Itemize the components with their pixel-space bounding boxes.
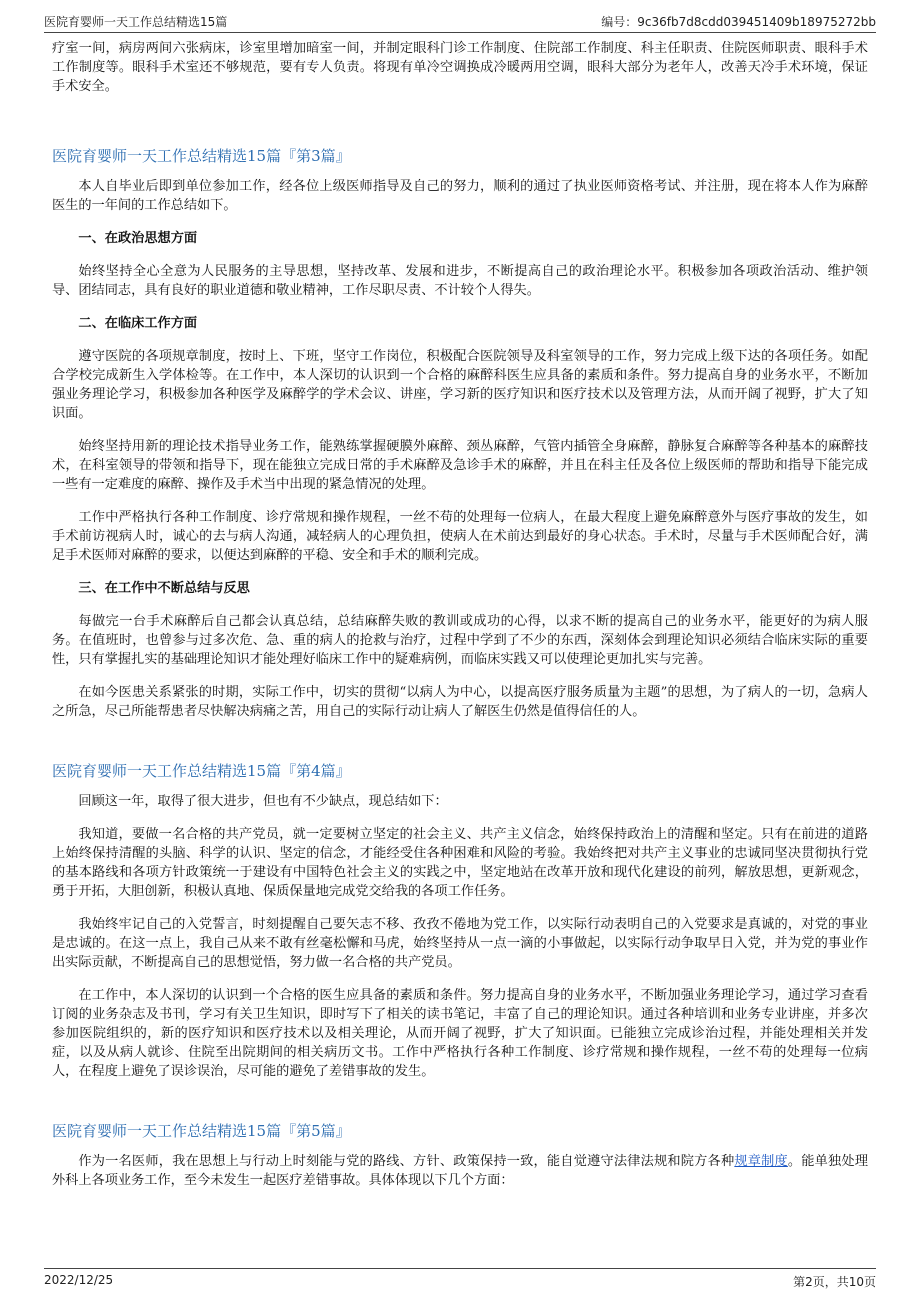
section-5-text-before: 作为一名医师，我在思想上与行动上时刻能与党的路线、方针、政策保持一致，能自觉遵守法律法规和院方各种 bbox=[78, 1154, 735, 1169]
section-4-paragraph: 回顾这一年，取得了很大进步，但也有不少缺点，现总结如下： bbox=[78, 794, 448, 809]
section-3-paragraph: 每做完一台手术麻醉后自己都会认真总结，总结麻醉失败的教训或成功的心得，以求不断的提高自己的业务水平，能更好的为病人服务。在值班时，也曾参与过多次危、急、重的病人的抢救与治疗，过程中学到了不少的东西，深刻体会到理论知识必须结合临床实际的重要性，只有掌握扎实的基础理论知识才能处理好临床工作中的疑难病例，而临床实践又可以使理论更加扎实与完善。 bbox=[52, 614, 868, 667]
section-3-paragraph: 在如今医患关系紧张的时期，实际工作中，切实的贯彻“以病人为中心，以提高医疗服务质量为主题”的思想，为了病人的一切，急病人之所急，尽己所能帮患者尽快解决病痛之苦，用自己的实际行动让病人了解医生仍然是值得信任的人。 bbox=[52, 685, 868, 719]
header-doc-title: 医院育婴师一天工作总结精选15篇 bbox=[44, 15, 228, 29]
section-5-text-after: 。能单独处理外科上各项业务工作，至今未发生一起医疗差错事故。具体体现以下几个方面： bbox=[52, 1154, 869, 1188]
section-5-paragraph bbox=[52, 1152, 868, 1190]
footer-page-number: 第2页，共10页 bbox=[793, 1275, 876, 1289]
section-3-heading-reflection: 三、在工作中不断总结与反思 bbox=[78, 581, 250, 596]
footer-date: 2022/12/25 bbox=[44, 1273, 114, 1287]
rules-regulations-link[interactable]: 规章制度 bbox=[734, 1154, 788, 1169]
section-4-title: 医院育婴师一天工作总结精选15篇『第4篇』 bbox=[52, 762, 351, 780]
header-doc-id: 编号：9c36fb7d8cdd039451409b18975272bb bbox=[601, 15, 876, 29]
section-3-paragraph: 本人自毕业后即到单位参加工作，经各位上级医师指导及自己的努力，顺利的通过了执业医师资格考试、并注册，现在将本人作为麻醉医生的一年间的工作总结如下。 bbox=[52, 179, 868, 213]
section-4-paragraph: 在工作中，本人深切的认识到一个合格的医生应具备的素质和条件。努力提高自身的业务水平，不断加强业务理论学习，通过学习查看订阅的业务杂志及书刊，学习有关卫生知识，即时写下了相关的读书笔记，丰富了自己的理论知识。通过各种培训和业务专业讲座，并多次参加医院组织的，新的医疗知识和医疗技术以及相关理论，从而开阔了视野，扩大了知识面。已能独立完成诊治过程，并能处理相关并发症，以及从病人就诊、住院至出院期间的相关病历文书。工作中严格执行各种工作制度、诊疗常规和操作规程，一丝不苟的处理每一位病人，在程度上避免了误诊误治，尽可能的避免了差错事故的发生。 bbox=[52, 988, 868, 1079]
intro-paragraph: 疗室一间，病房两间六张病床，诊室里增加暗室一间，并制定眼科门诊工作制度、住院部工作制度、科主任职责、住院医师职责、眼科手术工作制度等。眼科手术室还不够规范，要有专人负责。将现有单冷空调换成冷暖两用空调，眼科大部分为老年人，改善天冷手术环境，保证手术安全。 bbox=[52, 41, 868, 94]
section-3-heading-politics: 一、在政治思想方面 bbox=[78, 231, 198, 246]
section-3-paragraph: 遵守医院的各项规章制度，按时上、下班，坚守工作岗位，积极配合医院领导及科室领导的工作，努力完成上级下达的各项任务。如配合学校完成新生入学体检等。在工作中，本人深切的认识到一个合格的麻醉科医生应具备的素质和条件。努力提高自身的业务水平，不断加强业务理论学习，积极参加各种医学及麻醉学的学术会议、讲座，学习新的医疗知识和医疗技术以及管理方法，从而开阔了视野，扩大了知识面。 bbox=[52, 349, 868, 421]
document-body bbox=[52, 38, 868, 1190]
section-3-paragraph: 工作中严格执行各种工作制度、诊疗常规和操作规程，一丝不苟的处理每一位病人，在最大程度上避免麻醉意外与医疗事故的发生，如手术前访视病人时，诚心的去与病人沟通，减轻病人的心理负担，使病人在术前达到最好的身心状态。手术时，尽量与手术医师配合好，满足手术医师对麻醉的要求，以便达到麻醉的平稳、安全和手术的顺利完成。 bbox=[52, 510, 868, 563]
section-3-paragraph: 始终坚持全心全意为人民服务的主导思想，坚持改革、发展和进步，不断提高自己的政治理论水平。积极参加各项政治活动、维护领导、团结同志，具有良好的职业道德和敬业精神，工作尽职尽责、不计较个人得失。 bbox=[52, 264, 868, 298]
section-3-title: 医院育婴师一天工作总结精选15篇『第3篇』 bbox=[52, 147, 351, 165]
section-4-paragraph: 我始终牢记自己的入党誓言，时刻提醒自己要矢志不移、孜孜不倦地为党工作，以实际行动表明自己的入党要求是真诚的，对党的事业是忠诚的。在这一点上，我自己从来不敢有丝毫松懈和马虎，始终坚持从一点一滴的小事做起，以实际行动争取早日入党，并为党的事业作出实际贡献，不断提高自己的思想觉悟，努力做一名合格的共产党员。 bbox=[52, 917, 868, 970]
page-header bbox=[44, 10, 876, 33]
section-3-heading-clinical: 二、在临床工作方面 bbox=[78, 316, 198, 331]
page-footer bbox=[44, 1268, 876, 1291]
section-4-paragraph: 我知道，要做一名合格的共产党员，就一定要树立坚定的社会主义、共产主义信念，始终保持政治上的清醒和坚定。只有在前进的道路上始终保持清醒的头脑、科学的认识、坚定的信念，才能经受住各种困难和风险的考验。我始终把对共产主义事业的忠诚同坚决贯彻执行党的基本路线和各项方针政策统一于建设有中国特色社会主义的实践之中，坚定地站在改革开放和现代化建设的前列，解放思想，更新观念，勇于开拓，大胆创新，积极认真地、保质保量地完成党交给我的各项工作任务。 bbox=[52, 827, 868, 899]
section-5-title: 医院育婴师一天工作总结精选15篇『第5篇』 bbox=[52, 1122, 351, 1140]
section-3-paragraph: 始终坚持用新的理论技术指导业务工作，能熟练掌握硬膜外麻醉、颈丛麻醉，气管内插管全身麻醉，静脉复合麻醉等各种基本的麻醉技术，在科室领导的带领和指导下，现在能独立完成日常的手术麻醉及急诊手术的麻醉，并且在科主任及各位上级医师的帮助和指导下能完成一些有一定难度的麻醉、操作及手术当中出现的紧急情况的处理。 bbox=[52, 439, 868, 492]
